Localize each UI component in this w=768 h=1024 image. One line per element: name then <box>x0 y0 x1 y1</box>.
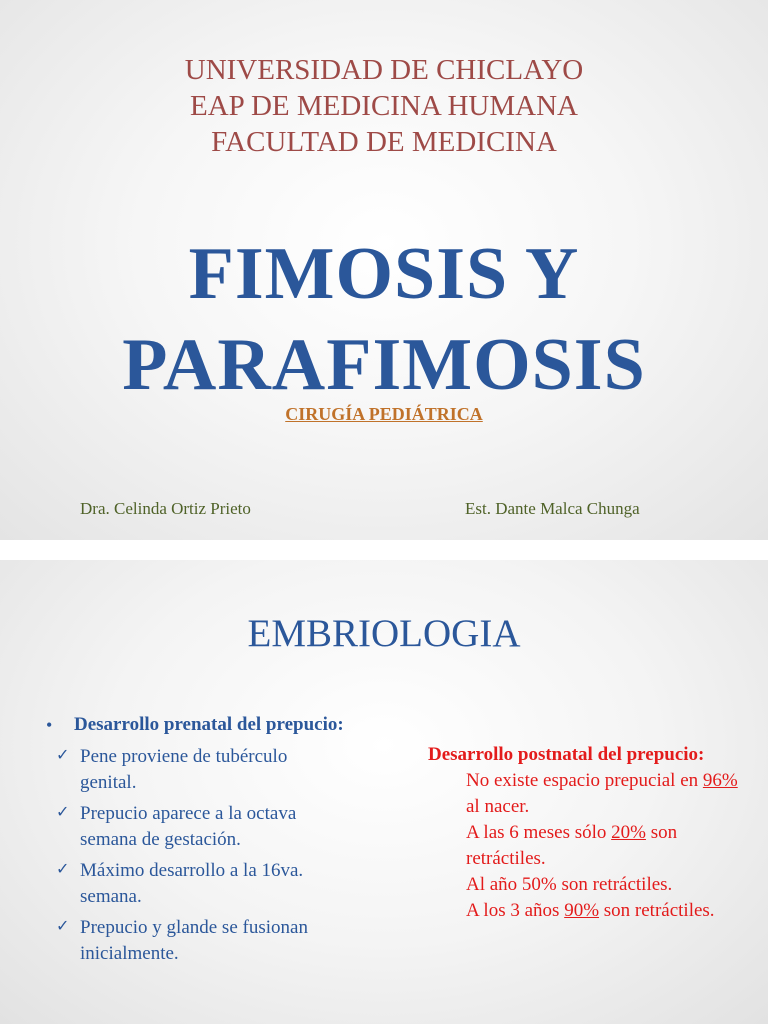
list-item-text: Prepucio y glande se fusionan inicialmente. <box>80 917 308 964</box>
subject-label: CIRUGÍA PEDIÁTRICA <box>285 404 483 424</box>
line-text: No existe espacio prepucial en <box>466 770 703 791</box>
slide-heading: EMBRIOLOGIA <box>247 612 521 655</box>
list-item <box>56 858 320 910</box>
postnatal-line <box>466 820 748 872</box>
list-item-text: Prepucio aparece a la octava semana de gestación. <box>80 803 297 850</box>
slide-separator <box>0 540 768 560</box>
list-item <box>56 915 320 967</box>
postnatal-title: Desarrollo postnatal del prepucio: <box>428 744 705 765</box>
author-student: Est. Dante Malca Chunga <box>465 499 640 518</box>
line-text: son retráctiles. <box>466 822 678 869</box>
check-icon: ✓ <box>56 804 70 821</box>
postnatal-list <box>428 768 748 924</box>
percent-value: 90% <box>564 900 600 921</box>
list-item-text: Pene proviene de tubérculo genital. <box>80 746 288 793</box>
list-item-text: Máximo desarrollo a la 16va. semana. <box>80 860 304 907</box>
check-icon: ✓ <box>56 747 70 764</box>
list-item <box>56 801 320 853</box>
check-icon: ✓ <box>56 918 70 935</box>
prenatal-bullet <box>46 712 346 738</box>
line-text: A los 3 años <box>466 900 565 921</box>
presentation-title-line-2: PARAFIMOSIS <box>122 324 646 406</box>
school-name: EAP DE MEDICINA HUMANA <box>189 90 578 122</box>
line-text: A las 6 meses sólo <box>466 822 612 843</box>
line-text: son retráctiles. <box>599 900 715 921</box>
bullet-icon: • <box>46 715 53 735</box>
postnatal-line <box>466 898 748 924</box>
postnatal-line <box>466 768 748 820</box>
check-icon: ✓ <box>56 861 70 878</box>
postnatal-line <box>466 872 748 898</box>
percent-value: 96% <box>702 770 738 791</box>
presentation-title-line-1: FIMOSIS Y <box>188 233 580 315</box>
list-item <box>56 744 320 796</box>
faculty-name: FACULTAD DE MEDICINA <box>211 126 557 158</box>
line-text: al nacer. <box>466 796 530 817</box>
prenatal-list <box>46 744 346 967</box>
embryology-slide <box>0 560 768 1024</box>
prenatal-section <box>46 712 346 972</box>
author-doctor: Dra. Celinda Ortiz Prieto <box>80 499 251 518</box>
prenatal-title: Desarrollo prenatal del prepucio: <box>74 714 344 735</box>
percent-value: 20% <box>611 822 646 843</box>
university-name: UNIVERSIDAD DE CHICLAYO <box>184 54 584 86</box>
postnatal-section <box>428 742 748 924</box>
line-text: Al año 50% son retráctiles. <box>466 874 673 895</box>
